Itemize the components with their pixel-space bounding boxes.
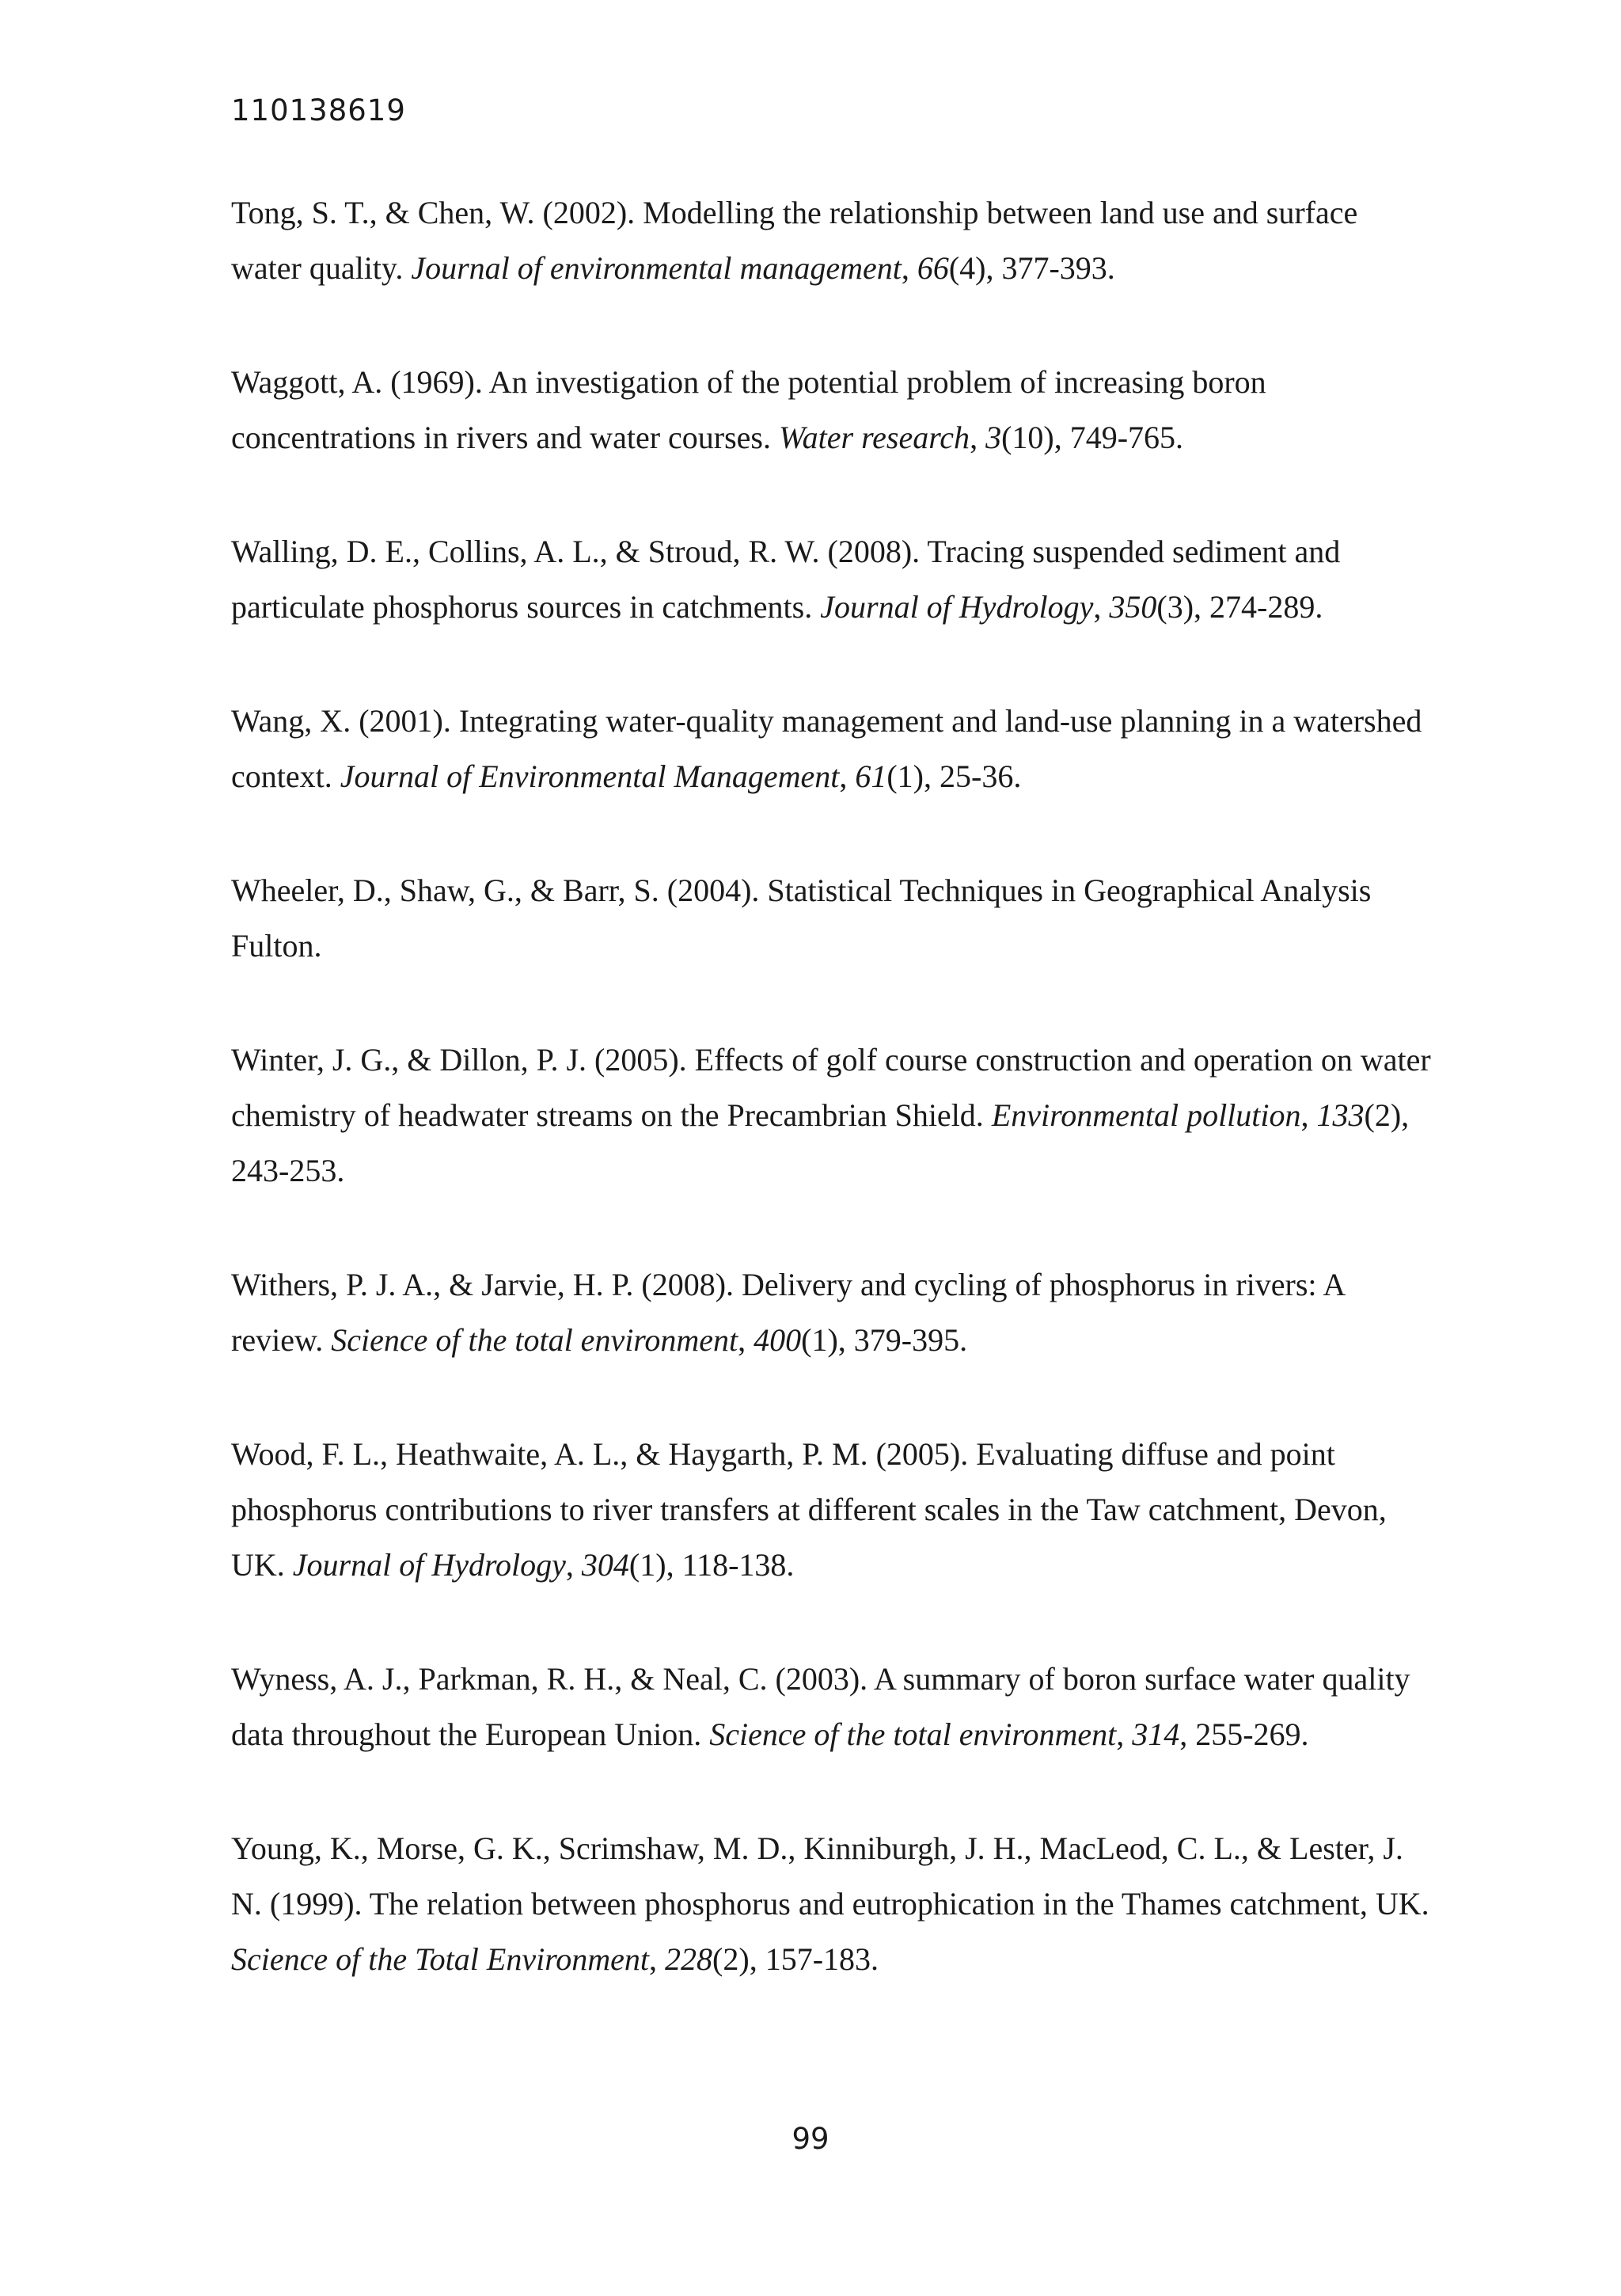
reference-entry — [231, 863, 1434, 974]
reference-details: (3), 274-289. — [1156, 589, 1323, 625]
reference-entry: Young, K., Morse, G. K., Scrimshaw, M. D., Kinniburgh, J. H., MacLeod, C. L., & Lester, J. N. (1999). The relation between phosphorus and eutrophication in the Thames catchment, UK. Science of the Total Environment, 228(2), 157-183. — [231, 1830, 1429, 1977]
reference-entry: Walling, D. E., Collins, A. L., & Stroud, R. W. (2008). Tracing suspended sediment and particulate phosphorus sources in catchments. Journal of Hydrology, 350(3), 274-289. — [231, 534, 1341, 625]
reference-details: (2), 157-183. — [712, 1941, 879, 1977]
reference-authors-title: Wood, F. L., Heathwaite, A. L., & Haygarth, P. M. (2005). Evaluating diffuse and point phosphorus contributions to river transfers at different scales in the Taw catchment, Devon, UK. — [231, 1436, 1387, 1583]
reference-details: , 255-269. — [1179, 1716, 1309, 1752]
reference-entry: Withers, P. J. A., & Jarvie, H. P. (2008). Delivery and cycling of phosphorus in rivers: A review. Science of the total environment, 400(1), 379-395. — [231, 1267, 1345, 1358]
reference-entry: Wang, X. (2001). Integrating water-quality management and land-use planning in a watershed context. Journal of Environmental Management, 61(1), 25-36. — [231, 703, 1422, 794]
reference-authors-title: Tong, S. T., & Chen, W. (2002). Modelling the relationship between land use and surface water quality. — [231, 195, 1358, 286]
reference-source: Journal of environmental management — [411, 250, 902, 286]
reference-source: Science of the Total Environment — [231, 1941, 650, 1977]
reference-entry: Wood, F. L., Heathwaite, A. L., & Haygarth, P. M. (2005). Evaluating diffuse and point phosphorus contributions to river transfers at different scales in the Taw catchment, Devon, UK. Journal of Hydrology, 304(1), 118-138. — [231, 1436, 1387, 1583]
reference-volume: 66 — [917, 250, 949, 286]
reference-volume: 133 — [1316, 1097, 1365, 1133]
reference-details: (4), 377-393. — [948, 250, 1115, 286]
reference-entry: Waggott, A. (1969). An investigation of the potential problem of increasing boron concentrations in rivers and water courses. Water research, 3(10), 749-765. — [231, 364, 1266, 455]
reference-source: Science of the total environment — [331, 1322, 738, 1358]
reference-volume: 3 — [985, 420, 1002, 455]
reference-source: Journal of Environmental Management — [340, 758, 840, 794]
reference-source: Water research — [778, 420, 970, 455]
reference-authors-title: Waggott, A. (1969). An investigation of the potential problem of increasing boron concentrations in rivers and water courses. — [231, 364, 1266, 455]
reference-authors-title: Walling, D. E., Collins, A. L., & Stroud, R. W. (2008). Tracing suspended sediment and particulate phosphorus sources in catchments. — [231, 534, 1341, 625]
reference-entry: Tong, S. T., & Chen, W. (2002). Modelling the relationship between land use and surface water quality. Journal of environmental management, 66(4), 377-393. — [231, 195, 1358, 286]
reference-volume: 228 — [665, 1941, 713, 1977]
reference-list — [231, 185, 1434, 2046]
reference-authors-title: Withers, P. J. A., & Jarvie, H. P. (2008). Delivery and cycling of phosphorus in rivers: A review. — [231, 1267, 1345, 1358]
reference-volume: 304 — [581, 1547, 629, 1583]
reference-authors-title: Wang, X. (2001). Integrating water-quality management and land-use planning in a watershed context. — [231, 703, 1422, 794]
reference-authors-title: Young, K., Morse, G. K., Scrimshaw, M. D., Kinniburgh, J. H., MacLeod, C. L., & Lester, J. N. (1999). The relation between phosphorus and eutrophication in the Thames catchment, UK. — [231, 1830, 1429, 1922]
reference-source: Journal of Hydrology — [820, 589, 1094, 625]
reference-authors-title: Wheeler, D., Shaw, G., & Barr, S. (2004). Statistical Techniques in Geographical Analysis Fulton. — [231, 872, 1372, 964]
reference-source: Environmental pollution — [991, 1097, 1301, 1133]
reference-details: (1), 118-138. — [628, 1547, 795, 1583]
reference-details: (2), 243-253. — [231, 1097, 1410, 1188]
reference-details: (1), 379-395. — [801, 1322, 968, 1358]
reference-details: (1), 25-36. — [886, 758, 1022, 794]
reference-details: (10), 749-765. — [1001, 420, 1184, 455]
reference-source: Science of the total environment — [709, 1716, 1117, 1752]
reference-volume: 350 — [1109, 589, 1157, 625]
reference-source: Journal of Hydrology — [292, 1547, 566, 1583]
reference-volume: 314 — [1132, 1716, 1180, 1752]
reference-volume: 400 — [754, 1322, 802, 1358]
document-id-header: 110138619 — [231, 93, 406, 127]
reference-volume: 61 — [855, 758, 887, 794]
reference-entry: Wyness, A. J., Parkman, R. H., & Neal, C. (2003). A summary of boron surface water quality data throughout the European Union. Science of the total environment, 314, 255-269. — [231, 1661, 1410, 1752]
reference-authors-title: Wyness, A. J., Parkman, R. H., & Neal, C. (2003). A summary of boron surface water quality data throughout the European Union. — [231, 1661, 1410, 1752]
page-number: 99 — [792, 2122, 829, 2156]
reference-authors-title: Winter, J. G., & Dillon, P. J. (2005). Effects of golf course construction and operation on water chemistry of headwater streams on the Precambrian Shield. — [231, 1042, 1431, 1133]
reference-entry: Winter, J. G., & Dillon, P. J. (2005). Effects of golf course construction and operation on water chemistry of headwater streams on the Precambrian Shield. Environmental pollution, 133(2), 243-253. — [231, 1042, 1431, 1188]
